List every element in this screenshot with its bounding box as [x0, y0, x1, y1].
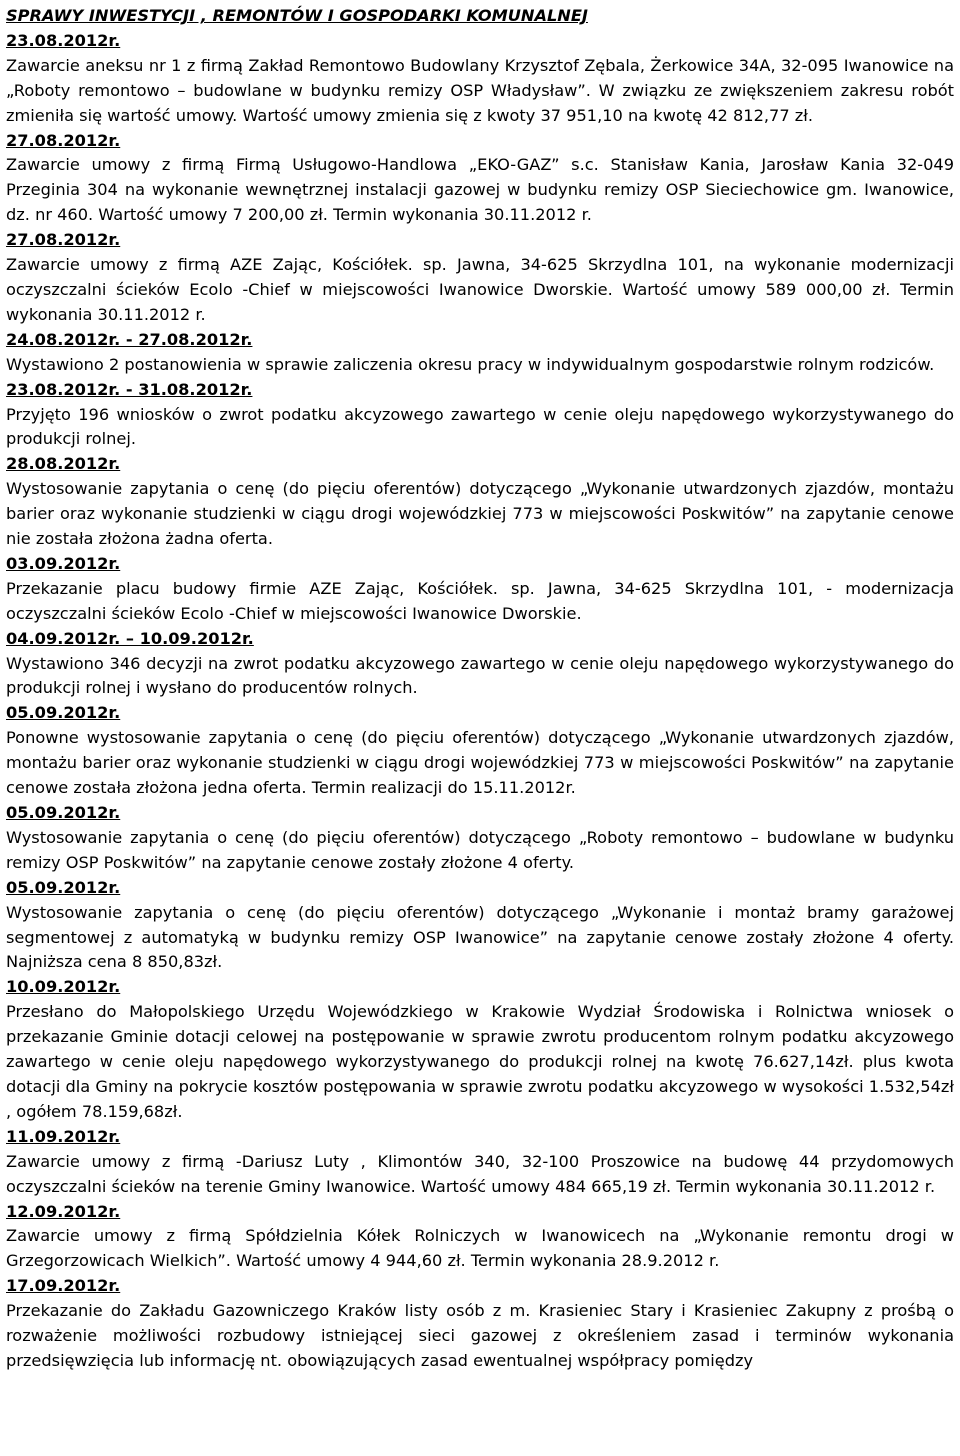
entry	[6, 129, 954, 229]
entry	[6, 552, 954, 627]
entry-date: 05.09.2012r.	[6, 877, 121, 897]
entry	[6, 328, 954, 378]
entry	[6, 975, 954, 1124]
entry-date: 23.08.2012r. - 31.08.2012r.	[6, 379, 253, 399]
entry	[6, 701, 954, 801]
entry-text: Zawarcie umowy z firmą -Dariusz Luty , Klimontów 340, 32-100 Proszowice na budowę 44 przydomowych oczyszczalni ścieków na terenie Gminy Iwanowice. Wartość umowy 484 665,19 zł. Termin wykonania 30.11.2012 r.	[6, 1151, 954, 1196]
entry-date: 10.09.2012r.	[6, 977, 121, 997]
entry-text: Zawarcie umowy z firmą Firmą Usługowo-Handlowa „EKO-GAZ” s.c. Stanisław Kania, Jarosław Kania 32-049 Przeginia 304 na wykonanie wewnętrznej instalacji gazowej w budynku remizy OSP Sieciechowice gm. Iwanowice, dz. nr 460. Wartość umowy 7 200,00 zł. Termin wykonania 30.11.2012 r.	[6, 155, 954, 225]
entry	[6, 801, 954, 876]
entry-date: 11.09.2012r.	[6, 1126, 121, 1146]
entry-date: 04.09.2012r. – 10.09.2012r.	[6, 628, 254, 648]
entry-text: Wystosowanie zapytania o cenę (do pięciu oferentów) dotyczącego „Wykonanie i montaż bramy garażowej segmentowej z automatyką w budynku remizy OSP Iwanowice” na zapytanie cenowe zostały złożone 4 oferty. Najniższa cena 8 850,83zł.	[6, 902, 954, 972]
entry-date: 28.08.2012r.	[6, 454, 121, 474]
entry-text: Przesłano do Małopolskiego Urzędu Wojewódzkiego w Krakowie Wydział Środowiska i Rolnictwa wniosek o przekazanie Gminie dotacji celowej na postępowanie w sprawie zwrotu producentom rolnym podatku akcyzowego zawartego w cenie oleju napędowego wykorzystywanego do produkcji rolnej na kwotę 76.627,14zł. plus kwota dotacji dla Gminy na pokrycie kosztów postępowania w sprawie zwrotu podatku akcyzowego w wysokości 1.532,54zł , ogółem 78.159,68zł.	[6, 1002, 954, 1121]
entry-date: 17.09.2012r.	[6, 1276, 121, 1296]
entry	[6, 627, 954, 702]
entry-text: Zawarcie aneksu nr 1 z firmą Zakład Remontowo Budowlany Krzysztof Zębala, Żerkowice 34A, 32-095 Iwanowice na „Roboty remontowo – budowlane w budynku remizy OSP Władysław”. W związku ze zwiększeniem zakresu robót zmieniła się wartość umowy. Wartość umowy zmienia się z kwoty 37 951,10 na kwotę 42 812,77 zł.	[6, 55, 954, 125]
entry-date: 23.08.2012r.	[6, 30, 121, 50]
entry-text: Przekazanie do Zakładu Gazowniczego Kraków listy osób z m. Krasieniec Stary i Krasieniec Zakupny z prośbą o rozważenie możliwości rozbudowy istniejącej sieci gazowej z określeniem zasad i terminów wykonania przedsięwzięcia lub informację nt. obowiązujących zasad ewentualnej współpracy pomiędzy	[6, 1301, 954, 1370]
entry-text: Wystosowanie zapytania o cenę (do pięciu oferentów) dotyczącego „Wykonanie utwardzonych zjazdów, montażu barier oraz wykonanie studzienki w ciągu drogi wojewódzkiej 773 w miejscowości Poskwitów” na zapytanie cenowe nie została złożona żadna oferta.	[6, 479, 954, 549]
entry-text: Zawarcie umowy z firmą Spółdzielnia Kółek Rolniczych w Iwanowicech na „Wykonanie remontu drogi w Grzegorzowicach Wielkich”. Wartość umowy 4 944,60 zł. Termin wykonania 28.9.2012 r.	[6, 1226, 954, 1271]
entry-date: 05.09.2012r.	[6, 703, 121, 723]
entry	[6, 378, 954, 453]
entry-date: 05.09.2012r.	[6, 803, 121, 822]
entry-text: Wystawiono 2 postanowienia w sprawie zaliczenia okresu pracy w indywidualnym gospodarstwie rolnym rodziców.	[6, 354, 935, 374]
entry	[6, 29, 954, 129]
entry	[6, 452, 954, 552]
entry	[6, 1274, 954, 1374]
entry-text: Przyjęto 196 wniosków o zwrot podatku akcyzowego zawartego w cenie oleju napędowego wykorzystywanego do produkcji rolnej.	[6, 404, 954, 449]
entry-date: 27.08.2012r.	[6, 230, 121, 250]
entry-date: 24.08.2012r. - 27.08.2012r.	[6, 329, 253, 349]
entry	[6, 1200, 954, 1275]
entry-text: Zawarcie umowy z firmą AZE Zając, Kościółek. sp. Jawna, 34-625 Skrzydlna 101, na wykonanie modernizacji oczyszczalni ścieków Ecolo -Chief w miejscowości Iwanowice Dworskie. Wartość umowy 589 000,00 zł. Termin wykonania 30.11.2012 r.	[6, 255, 954, 324]
entry-date: 27.08.2012r.	[6, 130, 121, 150]
entry-text: Ponowne wystosowanie zapytania o cenę (do pięciu oferentów) dotyczącego „Wykonanie utwardzonych zjazdów, montażu barier oraz wykonanie studzienki w ciągu drogi wojewódzkiej 773 w miejscowości Poskwitów” na zapytanie cenowe została złożona jedna oferta. Termin realizacji do 15.11.2012r.	[6, 728, 954, 798]
entry-date: 12.09.2012r.	[6, 1201, 121, 1221]
entry	[6, 1125, 954, 1200]
entry	[6, 876, 954, 976]
entry-text: Przekazanie placu budowy firmie AZE Zając, Kościółek. sp. Jawna, 34-625 Skrzydlna 101, - modernizacja oczyszczalni ścieków Ecolo -Chief w miejscowości Iwanowice Dworskie.	[6, 578, 954, 623]
section-heading: SPRAWY INWESTYCJI , REMONTÓW I GOSPODARKI KOMUNALNEJ	[6, 6, 588, 25]
entry-text: Wystosowanie zapytania o cenę (do pięciu oferentów) dotyczącego „Roboty remontowo – budowlane w budynku remizy OSP Poskwitów” na zapytanie cenowe zostały złożone 4 oferty.	[6, 827, 954, 872]
entry-text: Wystawiono 346 decyzji na zwrot podatku akcyzowego zawartego w cenie oleju napędowego wykorzystywanego do produkcji rolnej i wysłano do producentów rolnych.	[6, 653, 954, 698]
entry	[6, 228, 954, 328]
entry-date: 03.09.2012r.	[6, 553, 121, 573]
